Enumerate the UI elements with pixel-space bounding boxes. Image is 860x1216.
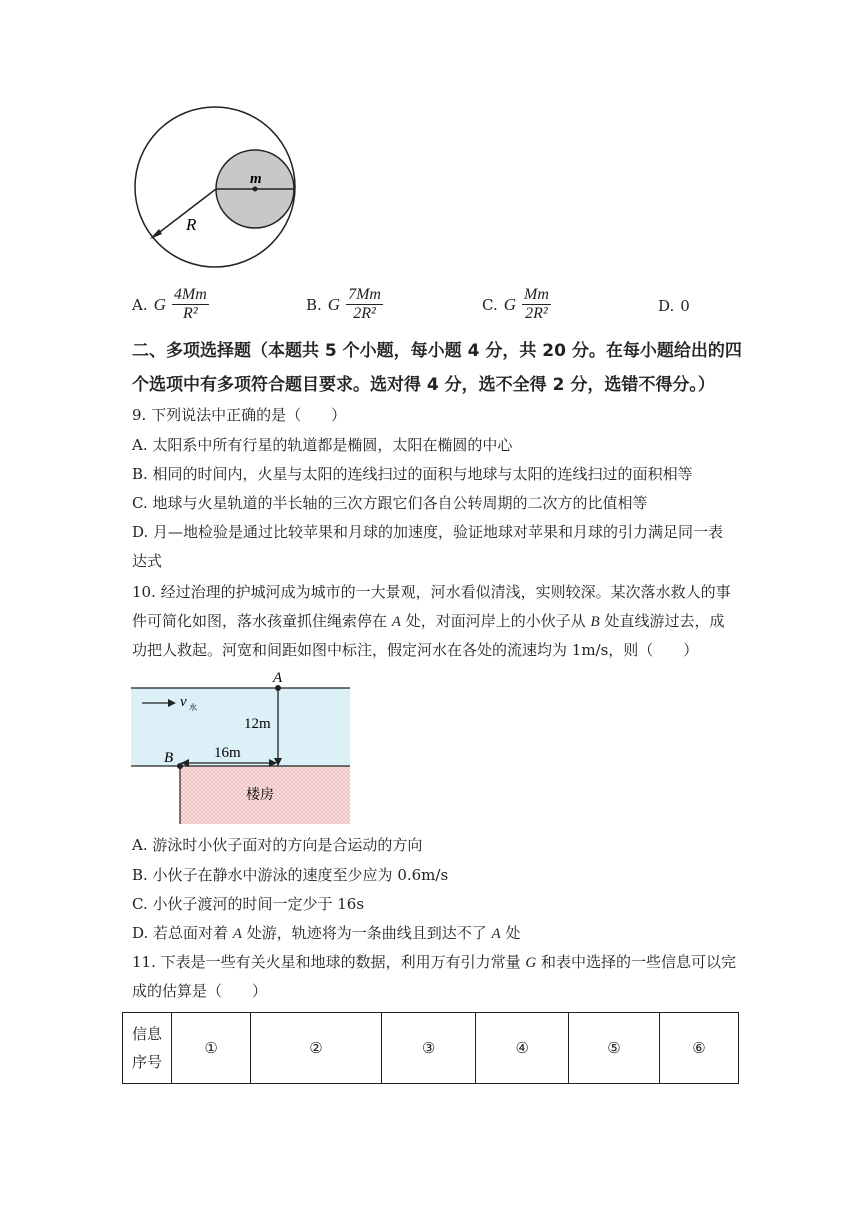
point-b-label: B	[164, 750, 174, 766]
label-R: R	[186, 215, 197, 234]
q9-option-c: C. 地球与火星轨道的半长轴的三次方跟它们各自公转周期的二次方的比值相等	[132, 494, 648, 512]
q9-option-b: B. 相同的时间内，火星与太阳的连线扫过的面积与地球与太阳的连线扫过的面积相等	[132, 465, 693, 483]
fraction: $\frac{4Mm}{\text{R²}}$	[173, 286, 207, 322]
q9-option-a: A. 太阳系中所有行星的轨道都是椭圆，太阳在椭圆的中心	[132, 436, 513, 454]
q8-option-a	[132, 286, 209, 323]
table-header-cell: 信息 序号	[123, 1013, 172, 1084]
q10-stem-line2: 件可简化如图，落水孩童抓住绳索停在 A 处，对面河岸上的小伙子从 B 处直线游过去，成	[132, 612, 725, 630]
velocity-label: v	[180, 694, 187, 710]
river-figure	[128, 666, 353, 826]
option-text: 0	[680, 297, 690, 315]
q10-option-d: D. 若总面对着 A 处游，轨迹将为一条曲线且到达不了 A 处	[132, 924, 521, 942]
width-label: 12m	[244, 716, 271, 732]
q10-stem-line1: 10. 经过治理的护城河成为城市的一大景观，河水看似清浅，实则较深。某次落水救人的事	[132, 583, 731, 601]
q8-option-d	[658, 297, 690, 315]
q9-option-d: D. 月—地检验是通过比较苹果和月球的加速度，验证地球对苹果和月球的引力满足同一表	[132, 523, 724, 541]
option-letter: B.	[306, 295, 322, 314]
option-letter: A.	[132, 295, 148, 314]
label-m: m	[250, 171, 262, 187]
section-heading-line1: 二、多项选择题（本题共 5 个小题，每小题 4 分，共 20 分。在每小题给出的四	[132, 341, 742, 361]
table-cell: ②	[251, 1013, 382, 1084]
section-heading	[132, 334, 742, 402]
table-cell: ①	[172, 1013, 251, 1084]
q8-option-c	[482, 286, 551, 323]
table-cell: ⑥	[659, 1013, 738, 1084]
point-a-label: A	[273, 670, 283, 686]
table-cell: ③	[381, 1013, 476, 1084]
table-cell: ⑤	[569, 1013, 660, 1084]
q9-stem: 9. 下列说法中正确的是（ ）	[132, 406, 347, 424]
fraction: $\frac{7Mm}{\text{2R²}}$	[348, 286, 381, 322]
gravity-constant: G	[327, 294, 341, 314]
distance-label: 16m	[214, 745, 241, 761]
q10-option-a: A. 游泳时小伙子面对的方向是合运动的方向	[132, 836, 423, 854]
q10-stem-line3: 功把人救起。河宽和间距如图中标注，假定河水在各处的流速均为 1m/s，则（ ）	[132, 641, 699, 659]
table-row	[123, 1013, 739, 1084]
fraction: $\frac{Mm}{\text{2R²}}$	[524, 286, 549, 322]
table-cell: ④	[476, 1013, 569, 1084]
q9-option-d-cont: 达式	[132, 552, 163, 570]
building-label: 楼房	[246, 787, 274, 803]
velocity-subscript: 水	[189, 703, 197, 712]
option-letter: D.	[658, 297, 675, 315]
sphere-cavity-figure	[128, 100, 303, 275]
info-table	[122, 1012, 739, 1084]
section-heading-line2: 个选项中有多项符合题目要求。选对得 4 分，选不全得 2 分，选错不得分。）	[132, 375, 715, 395]
q11-stem-line1: 11. 下表是一些有关火星和地球的数据，利用万有引力常量 G 和表中选择的一些信息可以完	[132, 953, 737, 971]
option-letter: C.	[482, 295, 498, 314]
gravity-constant: G	[153, 294, 166, 314]
q11-stem-line2: 成的估算是（ ）	[132, 982, 268, 1000]
q10-option-c: C. 小伙子渡河的时间一定少于 16s	[132, 895, 365, 913]
gravity-constant: G	[503, 294, 516, 314]
q10-option-b: B. 小伙子在静水中游泳的速度至少应为 0.6m/s	[132, 866, 449, 884]
q8-option-b	[306, 286, 383, 323]
